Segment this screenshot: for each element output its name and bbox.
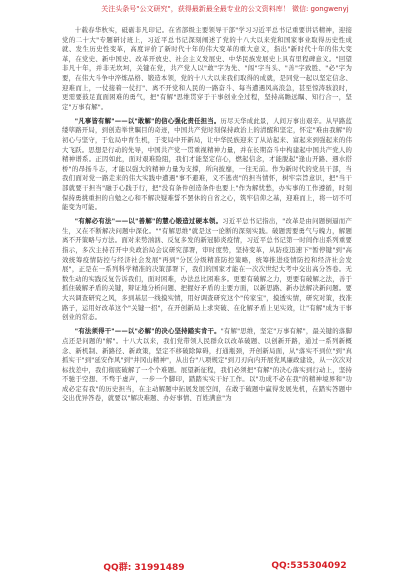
paragraph-intro (62, 26, 352, 112)
section-heading: "有法须得干"——以"必解"的决心坚持踏实肯干。 (74, 327, 221, 336)
paragraph-text: 十载春华秋实，砥砺非凡印记。在省部级主要领导干部"学习习近平总书记重要讲话精神，迎接党的二十大"专题研讨班上，习近平总书记深刻阐述了党的十八大以来党和国家事业取得历史性成就、发生历史性变革，高度评价了新时代十年的伟大变革的重大意义，指出"新时代十年的伟大变革，在党史、新中国史、改革开放史、社会主义发展史、中华民族发展史上具有里程碑意义。"回望非凡十年，并非无坎坷，关键在党，共产党人以"敢"字为先、"闯"字当头、"善"字致胜、"必"字为要，在伟大斗争中淬炼品格、锻造本领，党的十八大以来我们取得的成就，是同党一起以坚定信念、迎难而上，一仗接着一仗打"、离不开党和人民的一路奋斗、每当遭遇风高浪急，甚至惊涛骇浪时，更需要鼓足直面困难的勇气，把"有解"思维贯穿于干事创业全过程，坚持高瞻远瞩、知行合一，坚定"万事有解"。 (62, 26, 352, 111)
paragraph-text: 历尽天华成此景，人间万事出艰辛。从早路蓝缕筚路开局，到创造举世瞩目的奇迹，中国共产党时刻保持政治上的清醒和坚定，怀定"难由我解"的初心与坚守，于危局中育生机，于变局中开新局，让中华民族迎来了从站起来、富起来到强起来的伟大飞跃。思想是行动的先导，中国共产党一贯重视精神力量，并在长期奋斗中构建起中国共产党人的精神谱系。正因如此，面对艰难险阻，我们才能坚定信心，燃起信念，才能脱起"逢山开路、遇水搭桥"的昂扬斗志，才能以强大的精神力量为支撑，所向披靡，一往无前。作为新时代的党员干部，当我们面对党一路走来的伟大实践中遭遇"事不避难，义不逃责"的担当情怀，树牢宗旨意识，把"当干部就要干担当"融于心践于行，把"没有条件创造条件也要上"作为解忧愁，办实事的工作遵循，时刻保持勇挑重担的自勉之心和不解决疑难誓不罢休的自省之心，筑牢信仰之基，迎难而上，将一切不可能变为可能。 (62, 116, 352, 212)
header-banner: 关注头条号"公文研究"，获得最新最全最专业的公文资料库！ 微信: gongwenyj (101, 5, 349, 13)
footer (60, 559, 390, 573)
article-body (62, 26, 352, 544)
paragraph-section-2 (62, 217, 352, 323)
section-heading: "凡事皆有解"——以"敢解"的信心强化责任担当。 (74, 116, 221, 125)
paragraph-text: 习近平总书记指出，"改革是由问题倒逼而产生，又在不断解决问题中深化。""有解思维"就是这一论断的深刻实践。破题需要勇气与魄力，解题离不开策略与方法。面对来势汹汹、反复多发的新冠肺炎疫情，习近平总书记第一时间作出系列重要指示，多次主持召开中央政治局会议研究部署，审时度势，坚持变革，从防疫迅速下"暂停键"到"高效统筹疫情防控与经济社会发展"再到"分区分级精准防控策略，统筹推进疫情防控和经济社会发展"，正是在一系列科学精准的决策部署下，我们的国家才能在一次次世纪大考中交出高分答卷。无数生动的实践反复告诉我们，面对困难，办法总比困难多。更要有破解之力，更要有破解之法，善于抓住破解矛盾的关键，辩证地分析问题、把握好矛盾的主要方面，以新思路、新办法解决新问题。要大兴调查研究之风，多到基层一线摸实情，用好调查研究这个"传家宝"，摸透实情，研究对策，找准路子，运用好改革这个"关键一招"，在开创新局上求突破、在化解矛盾上见实效，让"有解"成为干事创业的常态。 (62, 217, 352, 322)
qq-group-number: QQ群: 31991489 (103, 562, 185, 573)
paragraph-section-3 (62, 327, 352, 404)
paragraph-section-1 (62, 117, 352, 213)
qq-number: QQ:535304092 (271, 561, 347, 571)
section-heading: "有解必有法"——以"善解"的慧心锻造过硬本领。 (74, 217, 223, 226)
paragraph-text: "有解"思维，坚定"万事有解"，最关键的落脚点还是问题的"解"。十八大以来，我们党带领人民群众以改革破题、以创新开路，通过一系列新概念、新机制、新路径、新政策，坚定不移破除障碍，打通瓶颈，开创新局面，从"落实不到位"到"真抓实干"到"延安作风"到"井冈山精神"，从出台"八项规定"到刀刃向内开展党风廉政建设，从一次次对标找差中，我们彻底破解了一个个难题。展望新征程，我们必须把"有解"的决心落实到行动上，坚持不驰于空想、不骛于虚声，一步一个脚印，踏踏实实干好工作。以"功成不必在我"的精神境界和"功成必定有我"的历史担当，在主动解题中拓展发展空间，在敢于破题中赢得发展先机，在踏实答题中交出优异答卷，就要以"解决难题、办好事情、百姓满意"为 (62, 327, 352, 403)
